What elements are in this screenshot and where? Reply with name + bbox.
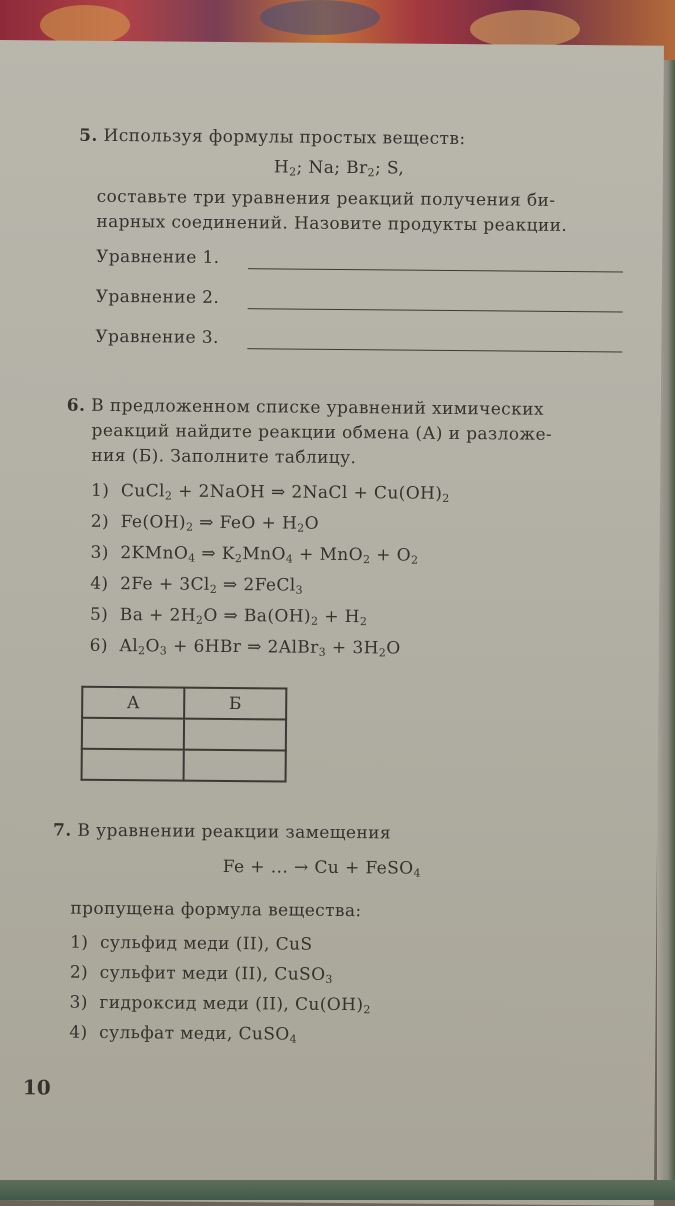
fabric-pattern: [40, 5, 130, 45]
table-cell-b1[interactable]: [184, 719, 286, 751]
q7-option-4[interactable]: 4) сульфат меди, CuSO$_4$: [69, 1022, 298, 1046]
q6-line1-text: В предложенном списке уравнений химических: [91, 395, 544, 420]
table-header-b: Б: [184, 688, 286, 720]
q7-equation: Fe + ... → Cu + FeSO$_4$: [222, 856, 421, 880]
q7-option-1[interactable]: 1) сульфид меди (II), CuS: [70, 932, 313, 955]
q5-number: 5.: [79, 125, 98, 146]
reaction-4: 4) $2Fe + 3Cl_2$ ⇒ 2FeCl$_3$: [90, 573, 304, 597]
reaction-3: 3) 2KMnO$_4$ ⇒ $K_2MnO_4 + MnO_2 + O_2$: [90, 542, 419, 567]
q6-line3: ния (Б). Заполните таблицу.: [91, 445, 357, 469]
reaction-5: 5) $Ba + 2H_2O$ ⇒ $Ba(OH)_2 + H_2$: [89, 604, 368, 629]
q5-formulas: $H_2$; Na; $Br_2$; S,: [273, 157, 405, 180]
reaction-6: 6) $Al_2O_3 + 6HBr$ ⇒ 2AlBr$_3$ + $3H_2O$: [89, 635, 401, 660]
reaction-1: 1) CuCl$_2$ + 2NaOH ⇒ 2NaCl + $Cu(OH)_2$: [90, 480, 450, 505]
q5-prompt: [79, 126, 466, 149]
q7-question: пропущена формула вещества:: [70, 898, 362, 922]
table-cell-b2[interactable]: [184, 750, 286, 782]
q5-answer-line-2[interactable]: [248, 308, 623, 312]
q5-text-line1: составьте три уравнения реакций получения би-: [96, 186, 556, 211]
q7-option-2[interactable]: 2) сульфит меди (II), CuSO$_3$: [69, 962, 333, 986]
q6-number: 6.: [66, 395, 86, 416]
q7-option-3[interactable]: 3) гидроксид меди (II), $Cu(OH)_2$: [69, 992, 371, 1017]
fabric-pattern: [470, 10, 580, 48]
workbook-page: [0, 40, 664, 1206]
q5-answer-line-1[interactable]: [248, 268, 623, 272]
fabric-pattern: [260, 0, 380, 35]
table-header-a: А: [82, 687, 184, 719]
q6-line2: реакций найдите реакции обмена (А) и разложе-: [91, 420, 553, 445]
q5-equation-label-2: Уравнение 2.: [95, 286, 220, 308]
q5-equation-label-1: Уравнение 1.: [96, 246, 220, 268]
table-cell-a1[interactable]: [82, 718, 184, 750]
q7-number: 7.: [53, 820, 72, 841]
q7-prompt-text: В уравнении реакции замещения: [77, 820, 392, 844]
background-surface: [0, 1180, 675, 1200]
q6-line1: [67, 396, 544, 420]
q5-prompt-text: Используя формулы простых веществ:: [103, 125, 466, 150]
q7-prompt: [53, 820, 391, 843]
page-number: 10: [22, 1075, 51, 1100]
reaction-2: 2) $Fe(OH)_2$ ⇒ FeO + $H_2O$: [90, 511, 320, 535]
answer-table: [81, 686, 288, 783]
table-cell-a2[interactable]: [82, 749, 184, 781]
q5-text-line2: нарных соединений. Назовите продукты реакции.: [96, 211, 568, 236]
q5-answer-line-3[interactable]: [247, 348, 622, 352]
q5-equation-label-3: Уравнение 3.: [95, 326, 219, 348]
